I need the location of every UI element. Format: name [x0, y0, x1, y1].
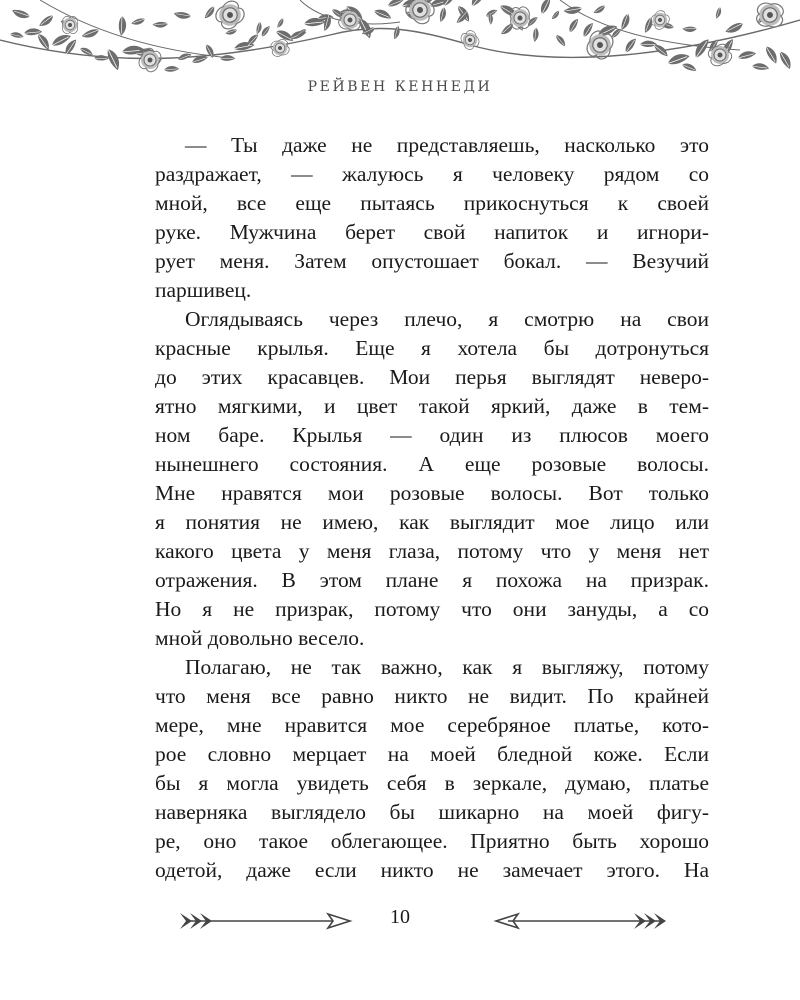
text-line: отражения. В этом плане я похожа на призрак. — [155, 568, 709, 592]
page-number: 10 — [390, 906, 410, 928]
text-line: рое словно мерцает на моей бледной коже. Если — [155, 742, 709, 766]
text-line: ятно мягкими, и цвет такой яркий, даже в тем- — [155, 394, 709, 418]
leaf-sprays — [0, 0, 800, 74]
text-line: наверняка выглядело бы шикарно на моей фигу- — [155, 800, 709, 824]
text-line: — Ты даже не представляешь, насколько это — [185, 133, 709, 157]
text-line: я понятия не имею, как выглядит мое лицо или — [155, 510, 709, 534]
text-line: Мне нравятся мои розовые волосы. Вот только — [155, 481, 709, 505]
text-line: нынешнего состояния. А еще розовые волосы. — [155, 452, 709, 476]
text-line: Но я не призрак, потому что они зануды, а со — [155, 597, 709, 621]
running-head: РЕЙВЕН КЕННЕДИ — [307, 79, 493, 95]
text-line: мере, мне нравится мое серебряное платье, кото- — [155, 713, 709, 737]
text-line: бы я могла увидеть себя в зеркале, думаю, платье — [155, 771, 709, 795]
arrow-left-icon — [178, 910, 353, 932]
page-footer — [0, 904, 800, 938]
text-line: какого цвета у меня глаза, потому что у меня нет — [155, 539, 709, 563]
text-line: что меня все равно никто не видит. По крайней — [155, 684, 709, 708]
text-line: руке. Мужчина берет свой напиток и игнори- — [155, 220, 709, 244]
text-line: одетой, даже если никто не замечает этого. На — [155, 858, 709, 882]
text-line: Оглядываясь через плечо, я смотрю на свои — [185, 307, 709, 331]
text-line: паршивец. — [155, 278, 252, 302]
body-text — [155, 131, 709, 885]
text-line: ре, оно такое облегающее. Приятно быть хорошо — [155, 829, 709, 853]
text-line: раздражает, — жалуюсь я человеку рядом со — [155, 162, 709, 186]
text-line: Полагаю, не так важно, как я выгляжу, потому — [185, 655, 709, 679]
text-line: рует меня. Затем опустошает бокал. — Везучий — [155, 249, 709, 273]
text-line: ном баре. Крылья — один из плюсов моего — [155, 423, 709, 447]
arrow-right-icon — [493, 910, 668, 932]
text-line: красные крылья. Еще я хотела бы дотронуться — [155, 336, 709, 360]
text-line: мной, все еще пытаясь прикоснуться к своей — [155, 191, 709, 215]
text-line: мной довольно весело. — [155, 626, 365, 650]
text-line: до этих красавцев. Мои перья выглядят неверо- — [155, 365, 709, 389]
